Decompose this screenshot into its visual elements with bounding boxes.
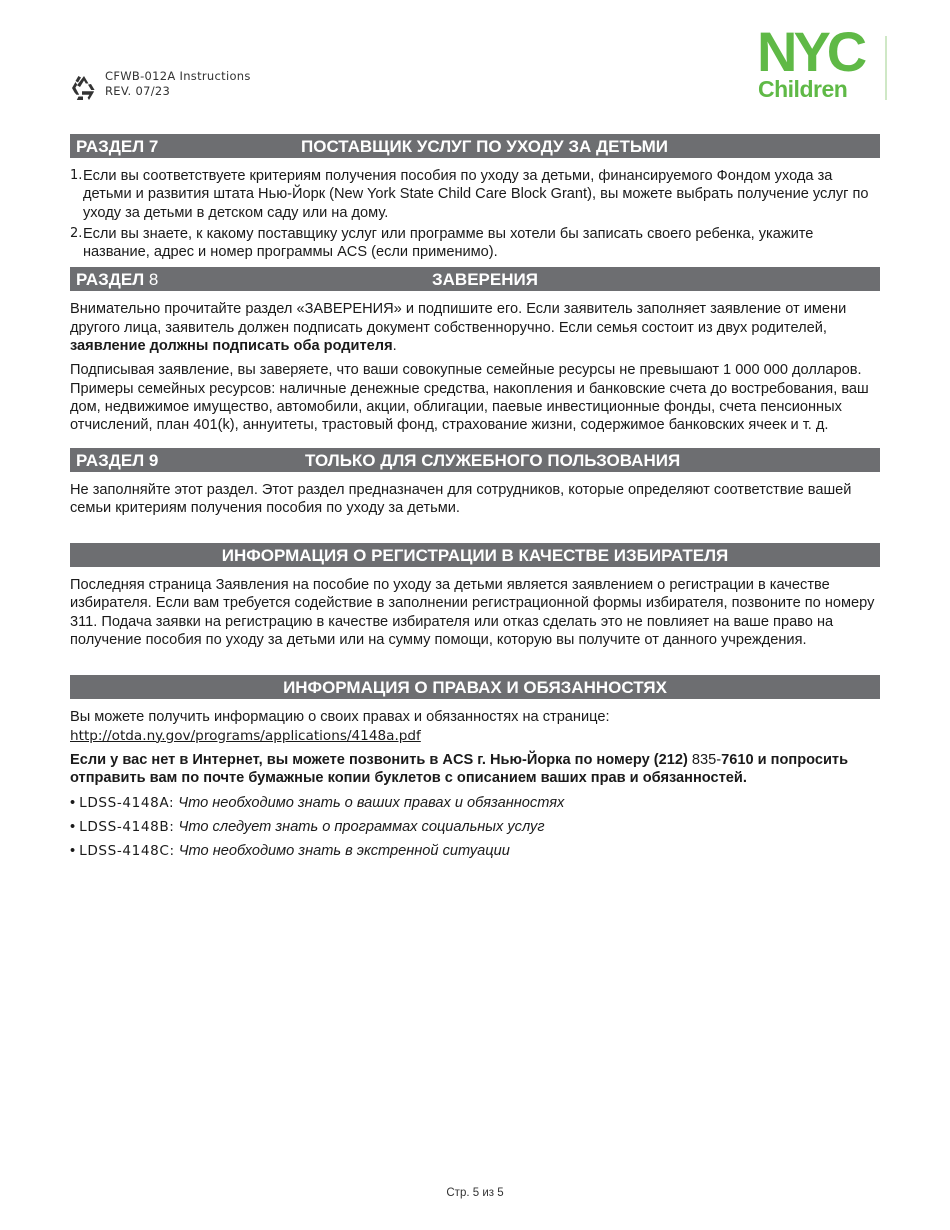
logo-divider [885,36,887,100]
list-item-number: 2. [70,225,83,241]
section-9-paragraph: Не заполняйте этот раздел. Этот раздел предназначен для сотрудников, которые определяют соответствие вашей семьи критериям получения пособия по уходу за детьми. [70,481,852,516]
section-8-label-word: РАЗДЕЛ [76,270,145,290]
section-7-list [70,167,880,261]
voter-registration-paragraph: Последняя страница Заявления на пособие по уходу за детьми является заявлением о регистрации в качестве избирателя. Если вам требуется содействие в заполнении регистрационной формы избирателя, позвоните по номеру 311. Подача заявки на регистрацию в качестве избирателя или отказ сделать это не повлияет на ваше право на получение пособия по уходу за детьми или на сумму помощи, которую вы получите от данного учреждения. [70,577,875,649]
form-id: CFWB-012A Instructions [105,69,251,83]
booklet-title: Что необходимо знать о ваших правах и обязанностях [178,794,565,811]
logo-nyc-text: NYC [757,20,864,83]
booklet-list [70,794,880,861]
list-item: • LDSS-4148B: Что следует знать о программах социальных услуг [70,818,545,835]
booklet-code: LDSS-4148B: [79,818,175,835]
list-item-text: Если вы соответствуете критериям получения пособия по уходу за детьми, финансируемого Фондом ухода за детьми и развития штата Нью-Йорк (New York State Child Care Block Grant), вы можете выбрать получение услуг по уходу за детьми в детском саду или на дому. [83,168,869,221]
section-8-title: ЗАВЕРЕНИЯ [432,270,538,290]
form-id-block [105,69,251,99]
list-item: • LDSS-4148A: Что необходимо знать о ваших правах и обязанностях [70,794,565,811]
section-8-header [70,267,880,291]
list-item [70,225,880,262]
rights-phone-bold-1: Если у вас нет в Интернет, вы можете позвонить в ACS г. Нью-Йорка по номеру (212) [70,751,692,768]
section-7-header [70,134,880,158]
revision-label: REV. [105,84,132,98]
rights-phone-mid: 835- [691,751,722,768]
booklet-title: Что следует знать о программах социальных услуг [178,818,545,835]
rights-intro [70,708,880,745]
rights-phone-bold-2: 7610 и попросить отправить вам по почте бумажные копии буклетов с описанием ваших прав и обязанностей. [70,751,849,787]
section-8-paragraph-1 [70,300,880,355]
section-8-para1-end: . [392,338,397,355]
recycle-icon [70,74,98,102]
list-item [70,167,880,222]
rights-title: ИНФОРМАЦИЯ О ПРАВАХ И ОБЯЗАННОСТЯХ [283,678,667,698]
document-body [70,134,880,866]
voter-registration-header [70,543,880,567]
booklet-code: LDSS-4148A: [79,794,175,811]
section-7-title: ПОСТАВЩИК УСЛУГ ПО УХОДУ ЗА ДЕТЬМИ [301,137,669,156]
nyc-children-logo [757,20,893,102]
list-item-text: Если вы знаете, к какому поставщику услуг или программе вы хотели бы записать своего ребенка, укажите название, адрес и номер программы ACS (если применимо). [83,225,814,261]
section-7-label: РАЗДЕЛ 7 [76,137,159,156]
rights-phone-paragraph [70,751,880,788]
page-number: Стр. 5 из 5 [446,1187,504,1199]
section-8-label [76,267,158,292]
rights-intro-text: Вы можете получить информацию о своих правах и обязанностях на странице: [70,709,610,726]
booklet-code: LDSS-4148C: [79,843,175,860]
section-9-title: ТОЛЬКО ДЛЯ СЛУЖЕБНОГО ПОЛЬЗОВАНИЯ [305,450,681,470]
logo-children-text: Children [758,76,848,102]
list-item: • LDSS-4148C: Что необходимо знать в экстренной ситуации [70,843,510,860]
voter-registration-title: ИНФОРМАЦИЯ О РЕГИСТРАЦИИ В КАЧЕСТВЕ ИЗБИРАТЕЛЯ [221,546,729,566]
form-header [70,69,251,102]
section-8-paragraph-2: Подписывая заявление, вы заверяете, что ваши совокупные семейные ресурсы не превышают 1 000 000 долларов. Примеры семейных ресурсов: наличные денежные средства, накопления и банковские счета до востребования, ваш дом, недвижимое имущество, автомобили, акции, облигации, паевые инвестиционные фонды, счета пенсионных отчислений, план 401(k), аннуитеты, трастовый фонд, страхование жизни, содержимое банковских ячеек и т. д. [70,362,869,434]
booklet-title: Что необходимо знать в экстренной ситуации [178,843,510,860]
rights-header [70,675,880,699]
revision-date: 07/23 [135,84,171,98]
section-8-para1-text: Внимательно прочитайте раздел «ЗАВЕРЕНИЯ» и подпишите его. Если заявитель заполняет заявление от имени другого лица, заявитель должен подписать документ собственноручно. Если семья состоит из двух родителей, [70,301,847,336]
section-9-header [70,448,880,472]
list-item-number: 1. [70,168,83,183]
rights-pdf-link[interactable]: http://otda.ny.gov/programs/applications/4148a.pdf [70,727,421,744]
section-8-para1-bold: заявление должны подписать оба родителя [70,338,393,355]
revision [105,84,251,99]
section-9-label: РАЗДЕЛ 9 [76,450,159,470]
section-8-label-num: 8 [148,270,159,290]
